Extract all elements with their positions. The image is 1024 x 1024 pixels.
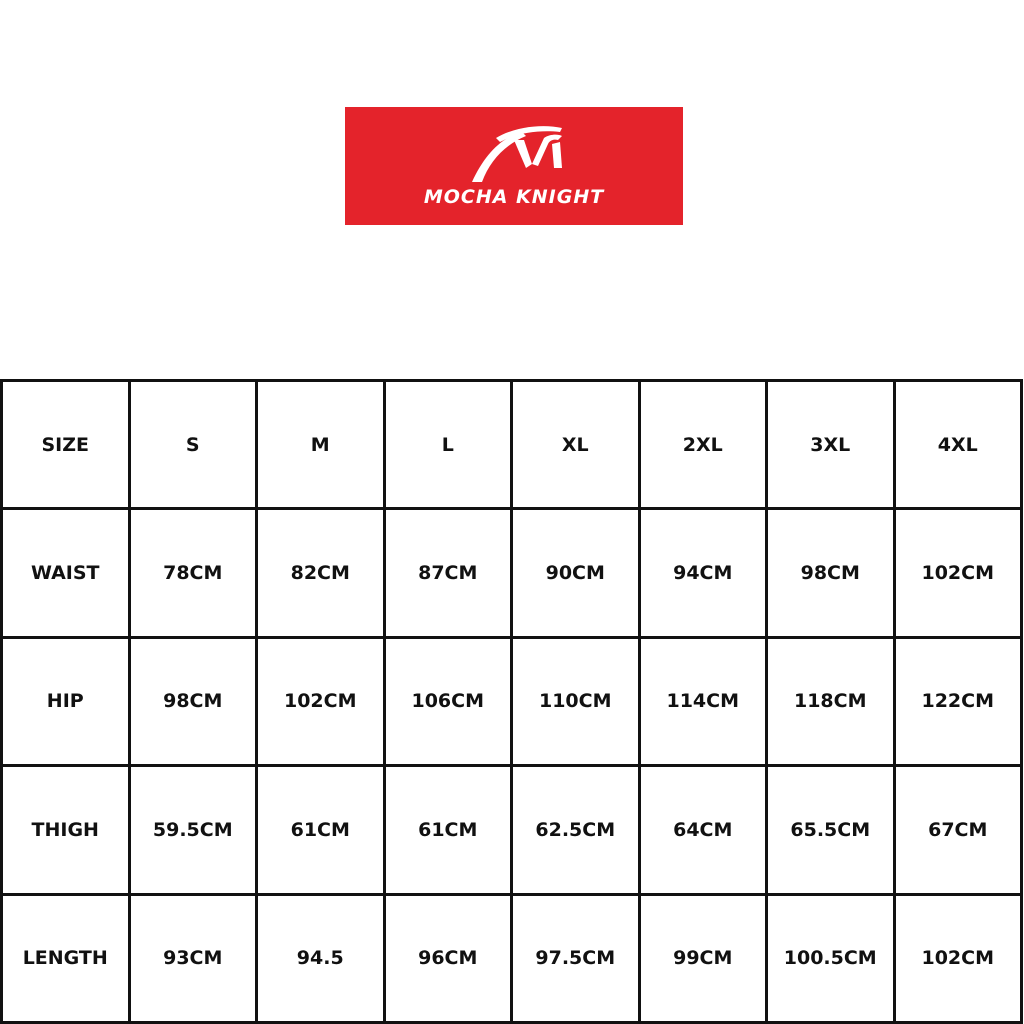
table-header-row [2, 381, 1022, 509]
header-cell-size-label: SIZE [2, 381, 130, 509]
table-row-hip [2, 637, 1022, 765]
header-cell-size: 2XL [639, 381, 767, 509]
table-cell: 110CM [512, 637, 640, 765]
table-cell: 114CM [639, 637, 767, 765]
brand-name: MOCHA KNIGHT [423, 186, 605, 208]
table-row-thigh [2, 766, 1022, 894]
header-cell-size: L [384, 381, 512, 509]
table-cell: 94CM [639, 509, 767, 637]
swoosh-m-icon [466, 124, 566, 184]
table-cell: 99CM [639, 894, 767, 1022]
header-cell-size: M [257, 381, 385, 509]
table-cell: 64CM [639, 766, 767, 894]
table-row-length [2, 894, 1022, 1022]
size-chart-table [0, 379, 1023, 1024]
table-cell: 98CM [129, 637, 257, 765]
table-cell: 122CM [894, 637, 1022, 765]
table-cell: 65.5CM [767, 766, 895, 894]
header-cell-size: 3XL [767, 381, 895, 509]
table-cell: 59.5CM [129, 766, 257, 894]
table-cell: 102CM [894, 894, 1022, 1022]
row-label-cell: WAIST [2, 509, 130, 637]
table-cell: 96CM [384, 894, 512, 1022]
row-label-cell: HIP [2, 637, 130, 765]
table-cell: 102CM [257, 637, 385, 765]
row-label-cell: THIGH [2, 766, 130, 894]
table-cell: 61CM [384, 766, 512, 894]
header-cell-size: 4XL [894, 381, 1022, 509]
table-row-waist [2, 509, 1022, 637]
header-cell-size: XL [512, 381, 640, 509]
table-cell: 106CM [384, 637, 512, 765]
table-cell: 118CM [767, 637, 895, 765]
table-cell: 87CM [384, 509, 512, 637]
table-cell: 78CM [129, 509, 257, 637]
table-cell: 102CM [894, 509, 1022, 637]
table-cell: 93CM [129, 894, 257, 1022]
table-cell: 94.5 [257, 894, 385, 1022]
table-cell: 67CM [894, 766, 1022, 894]
header-cell-size: S [129, 381, 257, 509]
table-cell: 82CM [257, 509, 385, 637]
table-cell: 100.5CM [767, 894, 895, 1022]
table-cell: 90CM [512, 509, 640, 637]
table-cell: 61CM [257, 766, 385, 894]
row-label-cell: LENGTH [2, 894, 130, 1022]
table-cell: 98CM [767, 509, 895, 637]
table-cell: 97.5CM [512, 894, 640, 1022]
table-cell: 62.5CM [512, 766, 640, 894]
